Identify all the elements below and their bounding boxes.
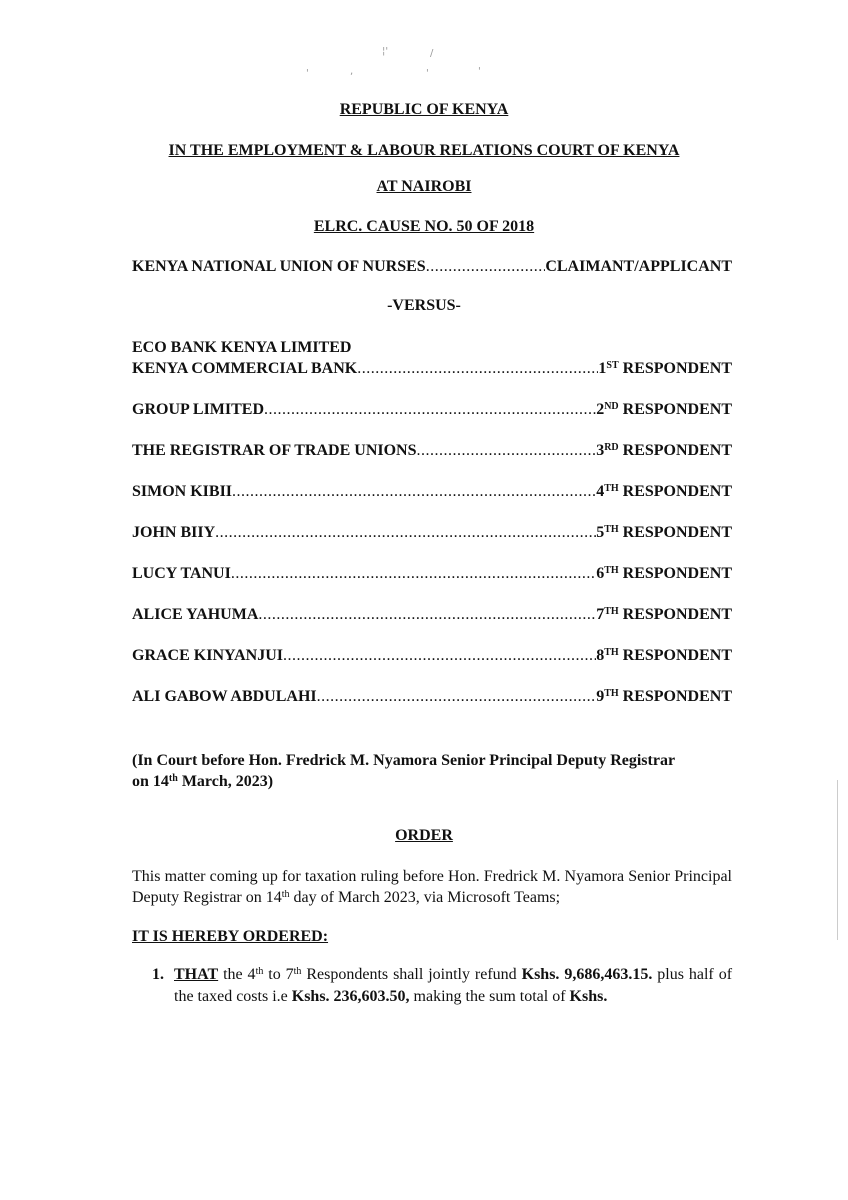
item-text: THAT the 4th to 7th Respondents shall jointly refund Kshs. 9,686,463.15. plus half of the taxed costs i.e Kshs. 236,603.50, making the sum total of Kshs. [174, 966, 733, 1005]
respondent-line [132, 605, 732, 625]
leader-dots [283, 646, 596, 666]
respondent-name: GRACE KINYANJUI [132, 647, 283, 664]
leader-dots [231, 564, 596, 584]
leader-dots [258, 605, 596, 625]
respondent-role: 1ST RESPONDENT [598, 360, 732, 377]
scan-speck: ' [426, 68, 429, 79]
respondent-role: 4TH RESPONDENT [596, 483, 732, 500]
location-heading: AT NAIROBI [376, 178, 472, 195]
respondent-name: SIMON KIBII [132, 483, 233, 500]
order-title: ORDER [395, 827, 453, 844]
cause-number: ELRC. CAUSE NO. 50 OF 2018 [313, 218, 535, 235]
respondent-line [132, 564, 732, 584]
scan-speck: / [430, 48, 434, 59]
claimant-line [132, 257, 732, 277]
intro-paragraph: This matter coming up for taxation ruling before Hon. Fredrick M. Nyamora Senior Principal Deputy Registrar on 14th day of March 2023, via Microsoft Teams; [132, 868, 732, 906]
respondent-role: 7TH RESPONDENT [596, 606, 732, 623]
scan-speck: ' [478, 66, 481, 77]
leader-dots [264, 400, 596, 420]
item-number: 1. [152, 966, 164, 983]
leader-dots [417, 441, 597, 461]
respondent-line [132, 646, 732, 666]
coram-note: (In Court before Hon. Fredrick M. Nyamora Senior Principal Deputy Registrar on 14th March, 2023) [132, 752, 676, 790]
order-item-1 [152, 964, 732, 1008]
scan-speck: ' [306, 68, 309, 79]
leader-dots [215, 523, 596, 543]
court-heading: IN THE EMPLOYMENT & LABOUR RELATIONS COURT OF KENYA [168, 142, 680, 159]
respondent-role: 8TH RESPONDENT [596, 647, 732, 664]
respondent-role: 9TH RESPONDENT [596, 688, 732, 705]
respondent-role: 2ND RESPONDENT [596, 401, 732, 418]
respondent-intro: ECO BANK KENYA LIMITED [132, 339, 352, 356]
leader-dots [232, 482, 596, 502]
scan-speck: ¦' [382, 46, 389, 57]
scan-edge-line [837, 780, 838, 940]
respondent-name: JOHN BIIY [132, 524, 216, 541]
respondent-name: ALI GABOW ABDULAHI [132, 688, 317, 705]
respondent-name: KENYA COMMERCIAL BANK [132, 360, 358, 377]
leader-dots [357, 359, 598, 379]
respondent-role: 5TH RESPONDENT [596, 524, 732, 541]
respondent-role: 3RD RESPONDENT [596, 442, 732, 459]
respondent-name: THE REGISTRAR OF TRADE UNIONS [132, 442, 417, 459]
respondent-line [132, 400, 732, 420]
ordered-heading: IT IS HEREBY ORDERED: [132, 928, 329, 945]
respondent-line [132, 482, 732, 502]
republic-heading: REPUBLIC OF KENYA [339, 101, 509, 118]
respondent-name: ALICE YAHUMA [132, 606, 259, 623]
respondent-name: LUCY TANUI [132, 565, 231, 582]
scan-speck: , [350, 66, 354, 77]
respondent-name: GROUP LIMITED [132, 401, 265, 418]
leader-dots [426, 257, 546, 277]
versus-label: -VERSUS- [387, 297, 461, 314]
claimant-role: CLAIMANT/APPLICANT [545, 258, 732, 275]
respondent-line [132, 687, 732, 707]
respondent-role: 6TH RESPONDENT [596, 565, 732, 582]
claimant-name: KENYA NATIONAL UNION OF NURSES [132, 258, 426, 275]
respondent-line [132, 441, 732, 461]
respondent-line [132, 359, 732, 379]
respondent-line [132, 523, 732, 543]
leader-dots [317, 687, 597, 707]
